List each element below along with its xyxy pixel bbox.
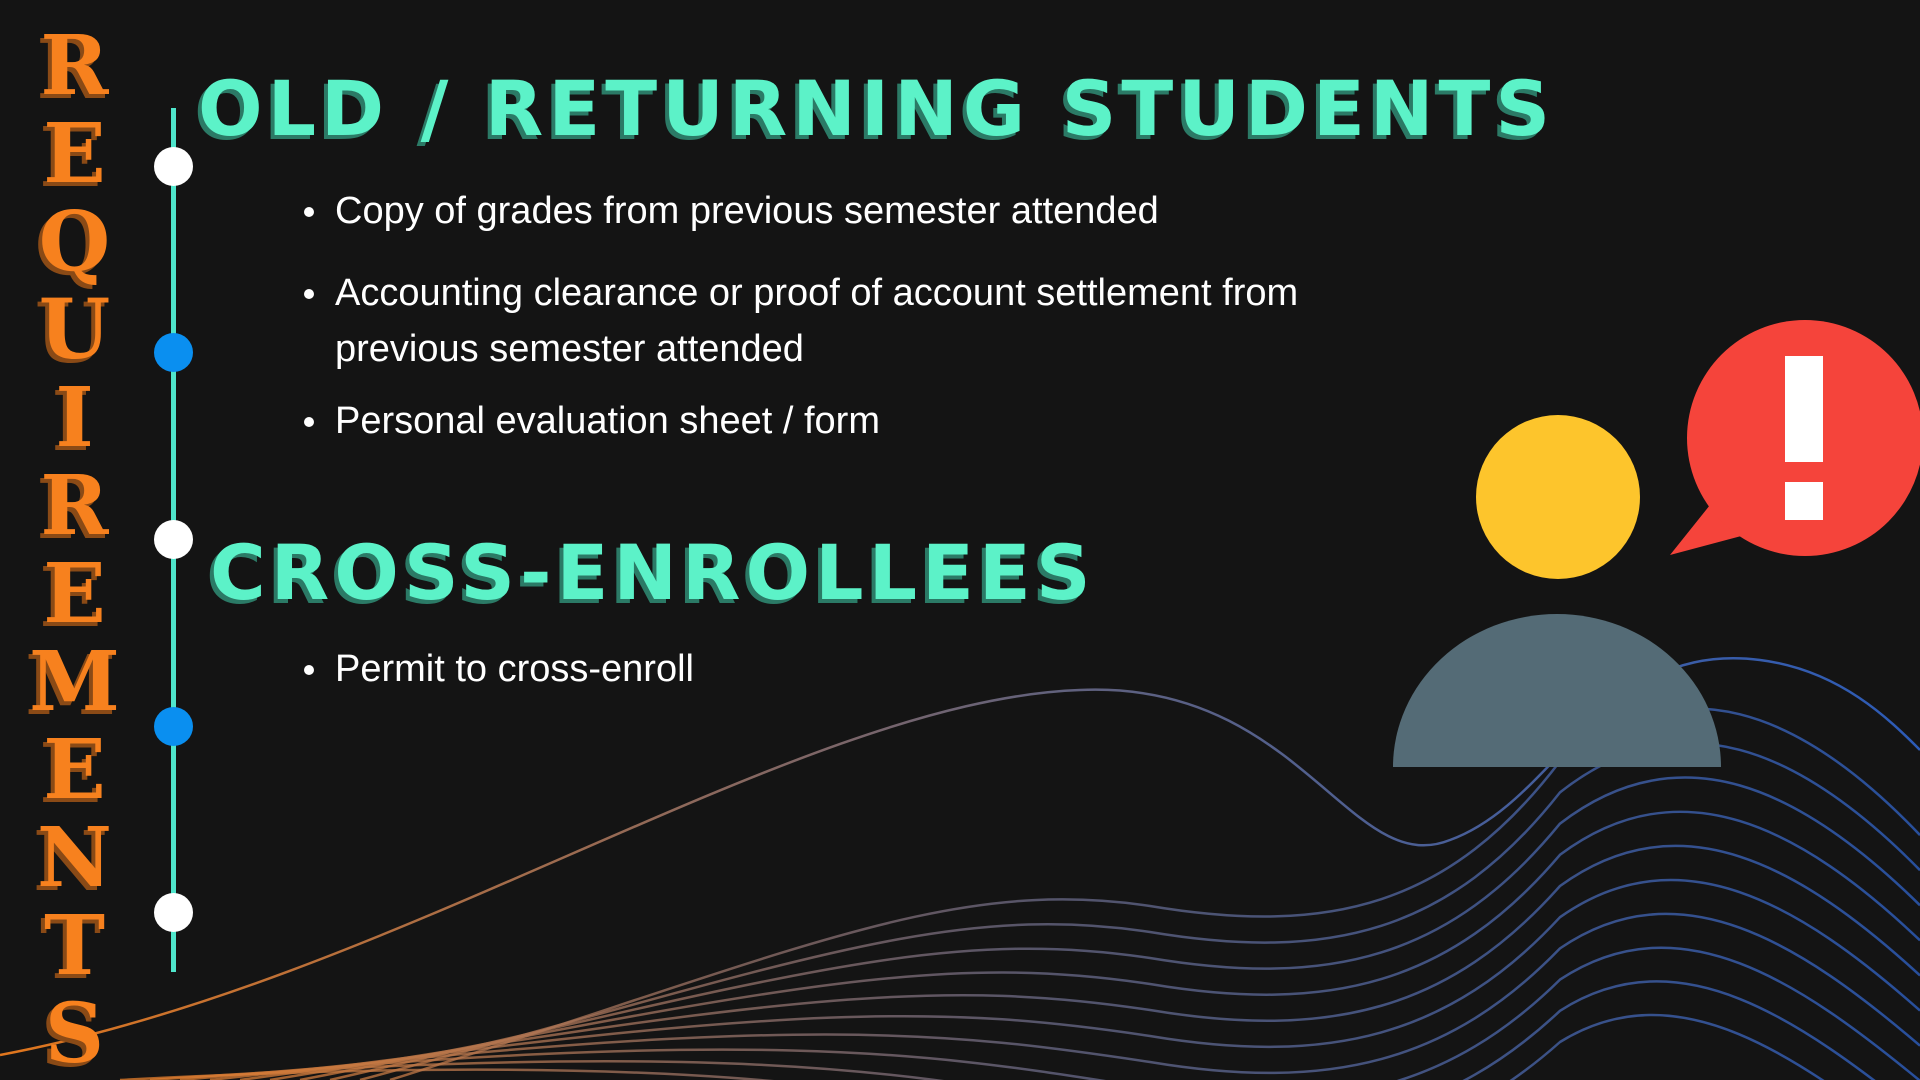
timeline-dot xyxy=(154,520,193,559)
title-letter: R xyxy=(40,18,109,114)
title-letter: N xyxy=(37,810,112,906)
vertical-title xyxy=(22,18,127,1080)
title-letter: E xyxy=(43,106,106,202)
list-item: Copy of grades from previous semester attended xyxy=(300,183,1385,239)
title-letter: I xyxy=(55,370,94,466)
timeline-dot xyxy=(154,333,193,372)
requirements-list-cross-enrollees xyxy=(300,641,1385,723)
wave-line xyxy=(240,880,1920,1080)
requirements-list-old-returning xyxy=(300,183,1385,475)
exclamation-icon xyxy=(1670,320,1920,560)
wave-line xyxy=(180,948,1920,1080)
title-letter: S xyxy=(44,986,105,1080)
title-letter: R xyxy=(40,458,109,554)
section-heading-cross-enrollees: CROSS-ENROLLEES xyxy=(210,528,1096,617)
title-letter: Q xyxy=(38,194,111,290)
title-letter: M xyxy=(29,634,120,730)
list-item: Permit to cross-enroll xyxy=(300,641,1385,697)
person-icon-head xyxy=(1476,415,1640,579)
wave-line xyxy=(300,812,1920,1080)
wave-line xyxy=(120,1015,1920,1080)
timeline-dot xyxy=(154,893,193,932)
title-letter: U xyxy=(38,282,111,378)
timeline-dot xyxy=(154,147,193,186)
section-heading-old-returning: OLD / RETURNING STUDENTS xyxy=(198,64,1556,153)
wave-line xyxy=(150,981,1920,1080)
title-letter: T xyxy=(43,898,106,994)
title-letter: E xyxy=(43,722,106,818)
list-item: Accounting clearance or proof of account settlement from previous semester attended xyxy=(300,265,1385,377)
list-item: Personal evaluation sheet / form xyxy=(300,393,1385,449)
title-letter: E xyxy=(43,546,106,642)
timeline-dot xyxy=(154,707,193,746)
